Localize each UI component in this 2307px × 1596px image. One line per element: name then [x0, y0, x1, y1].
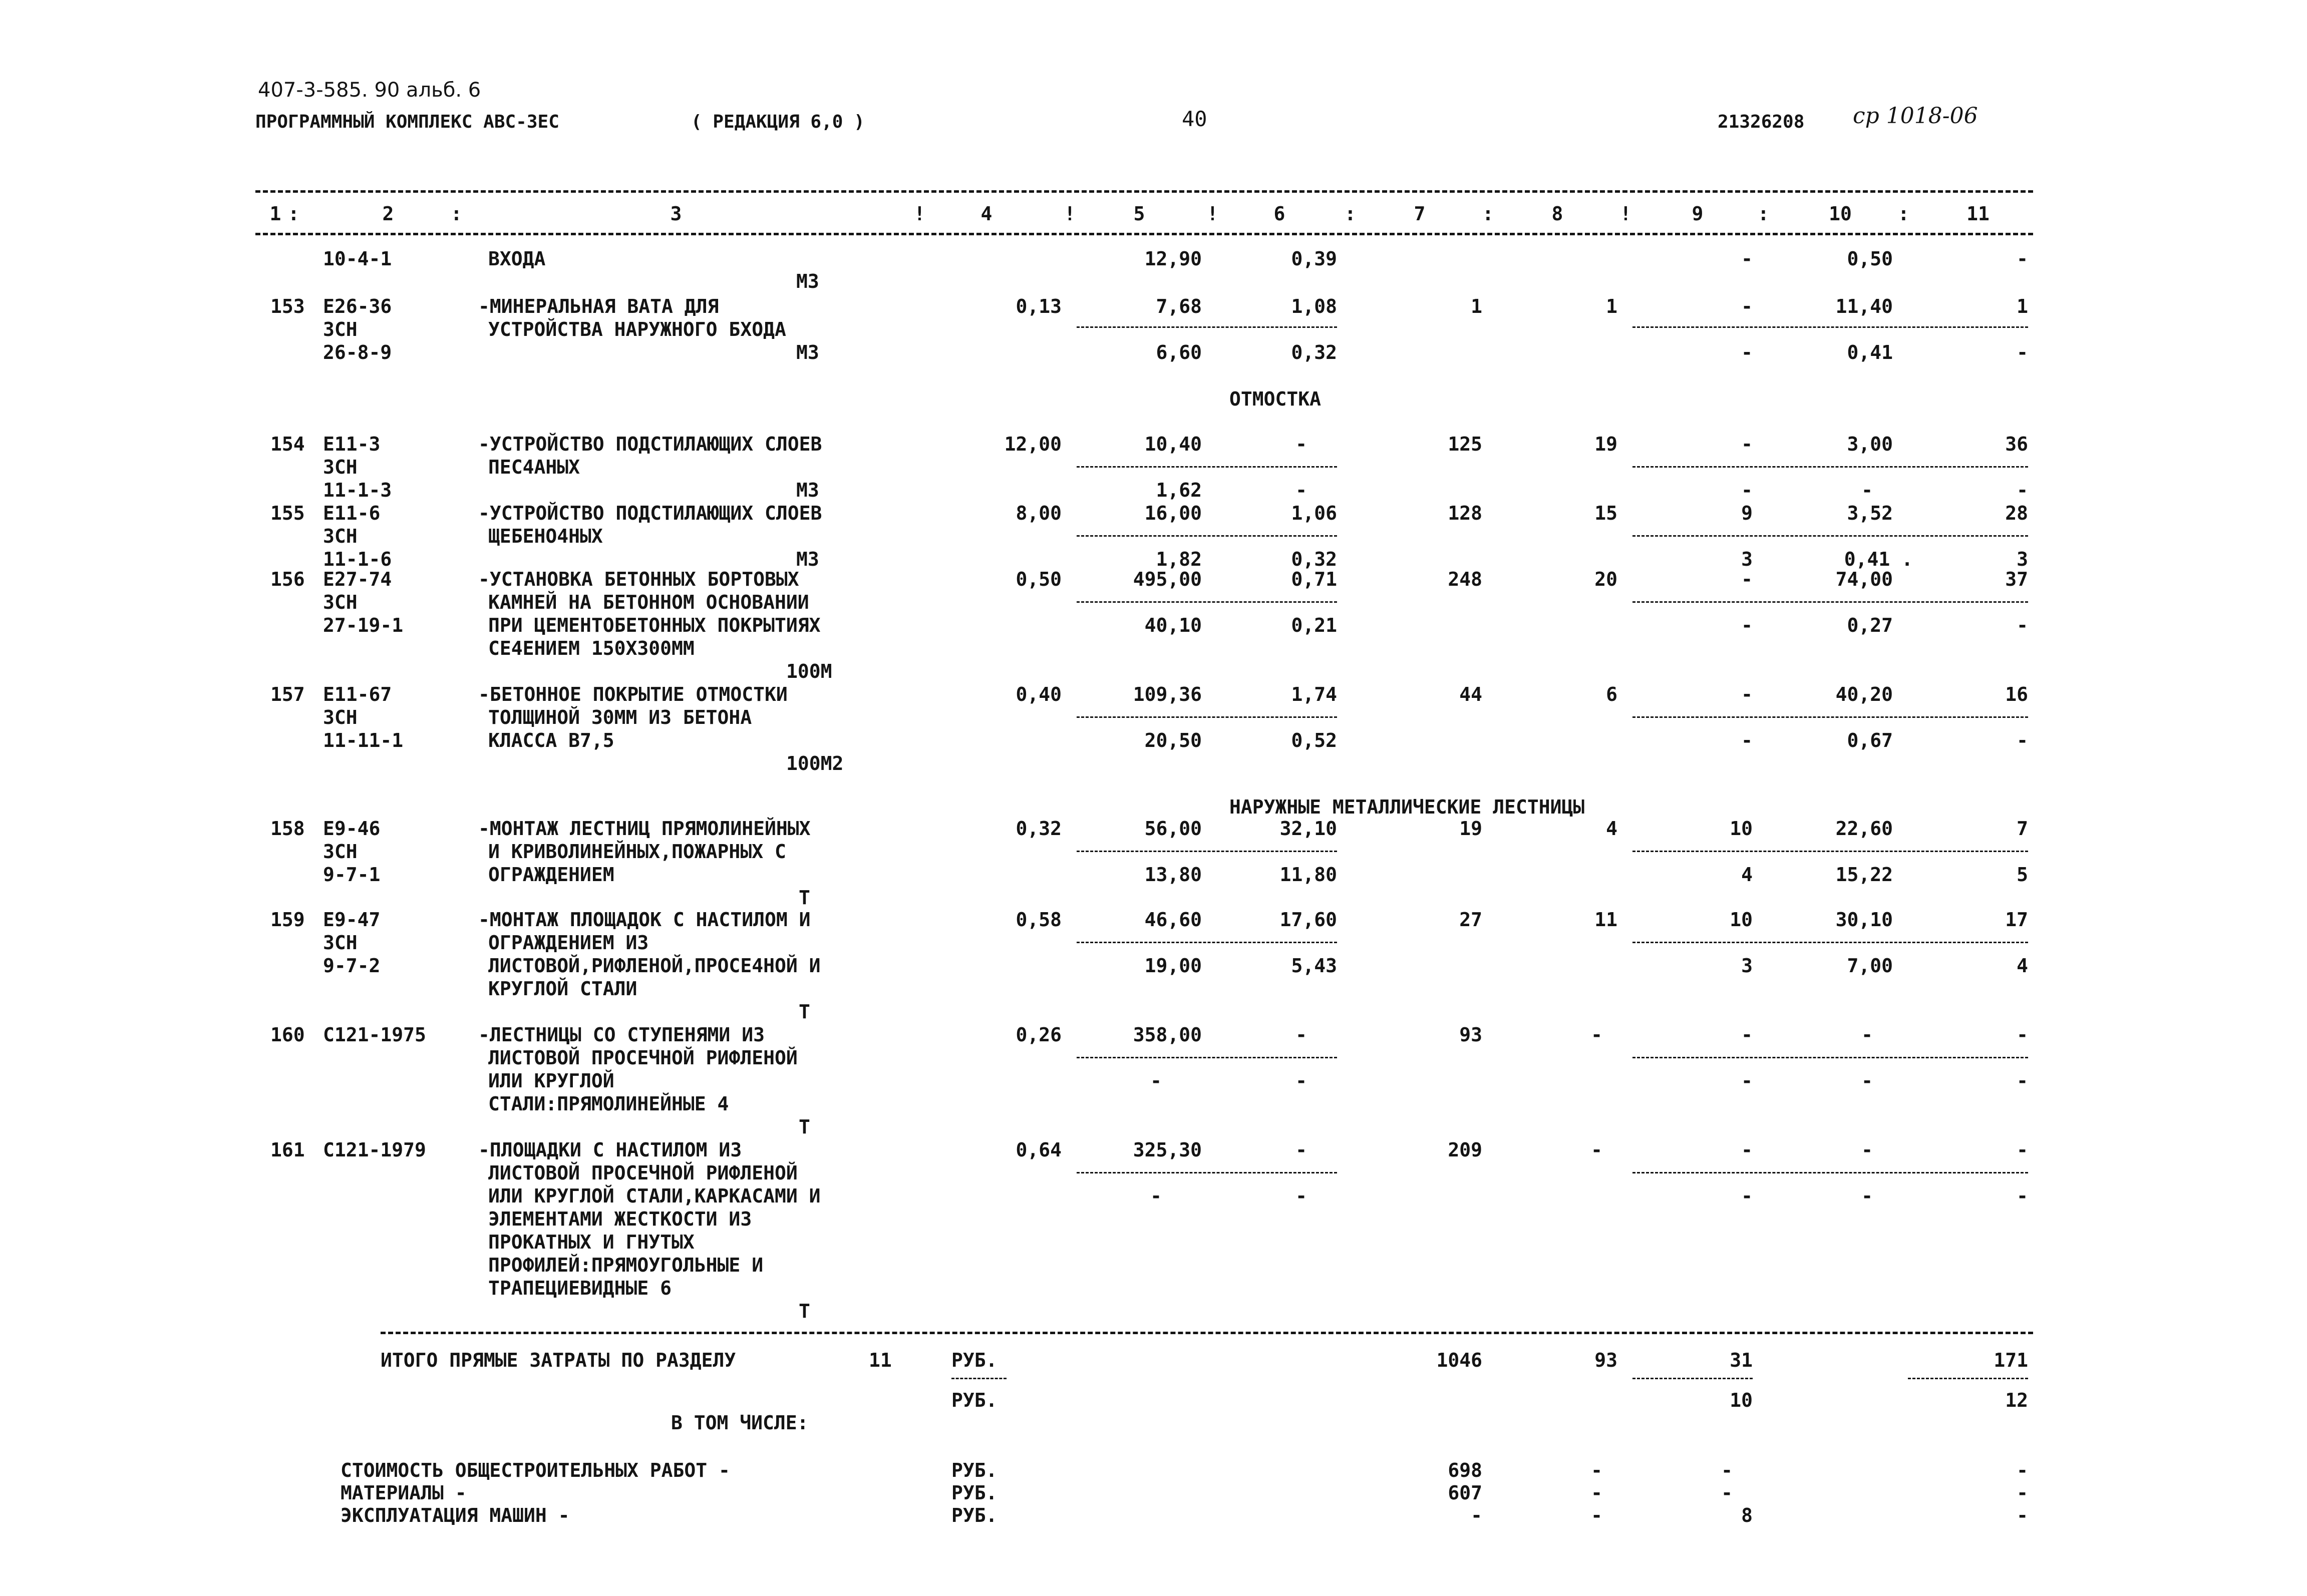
cell-6: 1,74	[1291, 683, 1337, 705]
totals-line-c9: 8	[1741, 1504, 1753, 1526]
column-header: 3	[670, 203, 682, 225]
column-separator: :	[1758, 203, 1769, 225]
cell-5: 109,36	[1133, 683, 1202, 705]
totals-line-c9: -	[1721, 1482, 1733, 1504]
unit-label: М3	[796, 341, 819, 363]
cell-11: -	[2017, 248, 2028, 270]
cell-8: 19	[1594, 433, 1617, 455]
column-separator: :	[1345, 203, 1356, 225]
section-heading: НАРУЖНЫЕ МЕТАЛЛИЧЕСКИЕ ЛЕСТНИЦЫ	[1229, 796, 1585, 818]
quantity: 12,00	[1004, 433, 1062, 455]
cell-6: 0,32	[1291, 548, 1337, 570]
description-line: -УСТАНОВКА БЕТОННЫХ БОРТОВЫХ	[478, 568, 799, 590]
quantity: 0,50	[1016, 568, 1062, 590]
cell-11: -	[2017, 729, 2028, 751]
cell-10: 15,22	[1835, 864, 1893, 886]
row-number: 155	[270, 502, 305, 524]
cell-5: 13,80	[1144, 864, 1202, 886]
norm-code: ЗСН	[323, 932, 358, 954]
cell-6: 0,21	[1291, 614, 1337, 636]
norm-code: ЗСН	[323, 318, 358, 340]
description-line: ВХОДА	[488, 248, 546, 270]
description-line: ТРАПЕЦИЕВИДНЫЕ 6	[488, 1277, 672, 1299]
cell-5: 56,00	[1144, 818, 1202, 840]
description-line: -МОНТАЖ ЛЕСТНИЦ ПРЯМОЛИНЕЙНЫХ	[478, 818, 811, 840]
unit-label: М3	[796, 548, 819, 570]
description-line: ПРИ ЦЕМЕНТОБЕТОННЫХ ПОКРЫТИЯХ	[488, 614, 821, 636]
cell-11: 3	[2017, 548, 2028, 570]
cell-11: -	[2017, 479, 2028, 501]
description-line: УСТРОЙСТВА НАРУЖНОГО БХОДА	[488, 318, 786, 340]
cell-5: 20,50	[1144, 729, 1202, 751]
cell-11: -	[2017, 614, 2028, 636]
totals-c11: 171	[1994, 1349, 2028, 1371]
totals-label: ИТОГО ПРЯМЫЕ ЗАТРАТЫ ПО РАЗДЕЛУ	[381, 1349, 736, 1371]
norm-code: Е11-3	[323, 433, 381, 455]
quantity: 0,58	[1016, 909, 1062, 931]
cell-9: -	[1741, 614, 1753, 636]
column-separator: :	[1898, 203, 1909, 225]
totals-rule	[381, 1332, 2033, 1334]
cell-5: 10,40	[1144, 433, 1202, 455]
cell-10: -	[1861, 479, 1873, 501]
cell-8: -	[1591, 1024, 1602, 1046]
column-separator: !	[914, 203, 925, 225]
cell-11: -	[2017, 1024, 2028, 1046]
split-rule	[1077, 1172, 1337, 1173]
totals-c11-second: 12	[2005, 1389, 2028, 1411]
cell-10: 0,41	[1847, 341, 1893, 363]
cell-10: 30,10	[1835, 909, 1893, 931]
cell-9: 9	[1741, 502, 1753, 524]
album-reference: 407-3-585. 90 альб. 6	[258, 79, 481, 102]
cell-11: -	[2017, 341, 2028, 363]
norm-code: Е11-6	[323, 502, 381, 524]
cell-8: 4	[1606, 818, 1617, 840]
cell-9: -	[1741, 1185, 1753, 1207]
cell-9: 3	[1741, 548, 1753, 570]
cell-5: 7,68	[1156, 295, 1202, 317]
cell-11: 1	[2017, 295, 2028, 317]
cell-8: 1	[1606, 295, 1617, 317]
split-rule	[1632, 851, 2028, 852]
program-title: ПРОГРАММНЫЙ КОМПЛЕКС АВС-ЗЕС	[255, 112, 559, 132]
cell-8: 20	[1594, 568, 1617, 590]
cell-10: 74,00	[1835, 568, 1893, 590]
description-line: -УСТРОЙСТВО ПОДСТИЛАЮЩИХ СЛОЕВ	[478, 433, 822, 455]
description-line: ЛИСТОВОЙ,РИФЛЕНОЙ,ПРОСЕ4НОЙ И	[488, 955, 821, 977]
cell-9: -	[1741, 479, 1753, 501]
cell-7: 209	[1448, 1139, 1482, 1161]
cell-6: -	[1295, 433, 1307, 455]
cell-5: 46,60	[1144, 909, 1202, 931]
unit-label: М3	[796, 270, 819, 292]
cell-9: 3	[1741, 955, 1753, 977]
cell-10: 0,67	[1847, 729, 1893, 751]
cell-6: -	[1295, 1070, 1307, 1092]
cell-9: -	[1741, 433, 1753, 455]
cell-9: 10	[1730, 818, 1753, 840]
cell-10: 0,50	[1847, 248, 1893, 270]
description-line: -ПЛОЩАДКИ С НАСТИЛОМ ИЗ	[478, 1139, 742, 1161]
totals-unit: РУБ.	[951, 1349, 998, 1371]
norm-code: 27-19-1	[323, 614, 404, 636]
cell-9: -	[1741, 341, 1753, 363]
norm-code: ЗСН	[323, 525, 358, 547]
totals-line-unit: РУБ.	[951, 1482, 998, 1504]
column-header: 7	[1414, 203, 1426, 225]
column-separator: :	[1482, 203, 1494, 225]
split-rule	[1632, 1378, 1753, 1379]
split-rule	[1632, 535, 2028, 537]
description-line: ПРОКАТНЫХ И ГНУТЫХ	[488, 1231, 695, 1253]
cell-5: 495,00	[1133, 568, 1202, 590]
section-heading: ОТМОСТКА	[1229, 388, 1322, 410]
cell-5: 6,60	[1156, 341, 1202, 363]
cell-5: -	[1150, 1070, 1162, 1092]
cell-10: 11,40	[1835, 295, 1893, 317]
cell-10: -	[1861, 1139, 1873, 1161]
split-rule	[1632, 1172, 2028, 1173]
quantity: 8,00	[1016, 502, 1062, 524]
description-line: И КРИВОЛИНЕЙНЫХ,ПОЖАРНЫХ С	[488, 841, 786, 863]
column-separator: !	[1207, 203, 1218, 225]
cell-11: -	[2017, 1070, 2028, 1092]
totals-line-c11: -	[2017, 1504, 2028, 1526]
description-line: ЛИСТОВОЙ ПРОСЕЧНОЙ РИФЛЕНОЙ	[488, 1047, 798, 1069]
description-line: КРУГЛОЙ СТАЛИ	[488, 978, 637, 1000]
norm-code: С121-1975	[323, 1024, 426, 1046]
split-rule	[1077, 466, 1337, 468]
totals-c9-second: 10	[1730, 1389, 1753, 1411]
totals-line-c11: -	[2017, 1482, 2028, 1504]
norm-code: ЗСН	[323, 591, 358, 613]
totals-line-c7: 698	[1448, 1459, 1482, 1481]
cell-10: 0,27	[1847, 614, 1893, 636]
cell-5: 40,10	[1144, 614, 1202, 636]
cell-7: 248	[1448, 568, 1482, 590]
unit-label: Т	[799, 1116, 810, 1138]
column-separator: !	[1064, 203, 1076, 225]
column-header: 6	[1273, 203, 1285, 225]
description-line: -МОНТАЖ ПЛОЩАДОК С НАСТИЛОМ И	[478, 909, 811, 931]
totals-line-c7: -	[1471, 1504, 1482, 1526]
column-header: 10	[1829, 203, 1852, 225]
cell-10: 7,00	[1847, 955, 1893, 977]
norm-code: 11-11-1	[323, 729, 404, 751]
norm-code: 10-4-1	[323, 248, 392, 270]
row-number: 159	[270, 909, 305, 931]
cell-9: -	[1741, 1070, 1753, 1092]
column-header: 5	[1133, 203, 1145, 225]
row-number: 156	[270, 568, 305, 590]
cell-11: 17	[2005, 909, 2028, 931]
split-rule	[1077, 326, 1337, 328]
cell-9: -	[1741, 1024, 1753, 1046]
unit-label: Т	[799, 1001, 810, 1023]
split-rule	[1077, 535, 1337, 537]
cell-11: -	[2017, 1139, 2028, 1161]
norm-code: 9-7-1	[323, 864, 381, 886]
cell-5: 1,82	[1156, 548, 1202, 570]
cell-6: -	[1295, 1024, 1307, 1046]
cell-9: -	[1741, 248, 1753, 270]
unit-label: Т	[799, 887, 810, 909]
cell-6: -	[1295, 1185, 1307, 1207]
split-rule	[1077, 1057, 1337, 1058]
unit-label: М3	[796, 479, 819, 501]
header-bottom-rule	[255, 233, 2033, 235]
column-header: 8	[1551, 203, 1563, 225]
cell-9: -	[1741, 568, 1753, 590]
cell-5: 19,00	[1144, 955, 1202, 977]
totals-line-c7: 607	[1448, 1482, 1482, 1504]
cell-9: -	[1741, 683, 1753, 705]
cell-5: 12,90	[1144, 248, 1202, 270]
unit-label: 100М2	[786, 752, 844, 774]
totals-unit: РУБ.	[951, 1389, 998, 1411]
totals-c9: 31	[1730, 1349, 1753, 1371]
cell-6: 17,60	[1279, 909, 1337, 931]
quantity: 0,26	[1016, 1024, 1062, 1046]
totals-line-c8: -	[1591, 1459, 1602, 1481]
cell-5: -	[1150, 1185, 1162, 1207]
cell-11: 5	[2017, 864, 2028, 886]
cell-7: 93	[1459, 1024, 1482, 1046]
description-line: ОГРАЖДЕНИЕМ ИЗ	[488, 932, 649, 954]
cell-6: 0,32	[1291, 341, 1337, 363]
totals-line-label: СТОИМОСТЬ ОБЩЕСТРОИТЕЛЬНЫХ РАБОТ -	[341, 1459, 730, 1481]
norm-code: 26-8-9	[323, 341, 392, 363]
cell-8: 11	[1594, 909, 1617, 931]
cell-10: -	[1861, 1024, 1873, 1046]
column-header: 1	[269, 203, 281, 225]
description-line: СЕ4ЕНИЕМ 150Х300ММ	[488, 637, 695, 659]
norm-code: 9-7-2	[323, 955, 381, 977]
cell-10: 3,00	[1847, 433, 1893, 455]
norm-code: Е11-67	[323, 683, 392, 705]
cell-10: 0,41 .	[1844, 548, 1913, 570]
description-line: -ЛЕСТНИЦЫ СО СТУПЕНЯМИ ИЗ	[478, 1024, 765, 1046]
description-line: -УСТРОЙСТВО ПОДСТИЛАЮЩИХ СЛОЕВ	[478, 502, 822, 524]
cell-5: 325,30	[1133, 1139, 1202, 1161]
quantity: 0,32	[1016, 818, 1062, 840]
cell-11: 36	[2005, 433, 2028, 455]
cell-10: -	[1861, 1070, 1873, 1092]
including-heading: В ТОМ ЧИСЛЕ:	[671, 1412, 809, 1434]
split-rule	[1077, 942, 1337, 943]
description-line: ПЕС4АНЫХ	[488, 456, 580, 478]
document-code: 21326208	[1718, 112, 1805, 132]
cell-7: 44	[1459, 683, 1482, 705]
description-line: -БЕТОННОЕ ПОКРЫТИЕ ОТМОСТКИ	[478, 683, 788, 705]
cell-8: 6	[1606, 683, 1617, 705]
cell-6: 0,39	[1291, 248, 1337, 270]
cell-6: 1,08	[1291, 295, 1337, 317]
cell-7: 125	[1448, 433, 1482, 455]
norm-code: 11-1-6	[323, 548, 392, 570]
cell-10: -	[1861, 1185, 1873, 1207]
cell-8: 15	[1594, 502, 1617, 524]
unit-label: Т	[799, 1300, 810, 1322]
column-separator: :	[451, 203, 462, 225]
description-line: ОГРАЖДЕНИЕМ	[488, 864, 614, 886]
split-rule	[1632, 942, 2028, 943]
cell-9: -	[1741, 295, 1753, 317]
column-header: 11	[1966, 203, 1990, 225]
quantity: 0,40	[1016, 683, 1062, 705]
row-number: 153	[270, 295, 305, 317]
cell-11: 7	[2017, 818, 2028, 840]
totals-line-c9: -	[1721, 1459, 1733, 1481]
split-rule	[1632, 601, 2028, 603]
column-header: 4	[980, 203, 993, 225]
totals-c8: 93	[1594, 1349, 1617, 1371]
totals-c7: 1046	[1436, 1349, 1482, 1371]
split-rule	[1632, 466, 2028, 468]
handwritten-note: ср 1018-06	[1853, 103, 1978, 129]
cell-9: -	[1741, 1139, 1753, 1161]
column-header: 9	[1692, 203, 1704, 225]
totals-line-label: ЭКСПЛУАТАЦИЯ МАШИН -	[341, 1504, 570, 1526]
quantity: 0,64	[1016, 1139, 1062, 1161]
split-rule	[1908, 1378, 2028, 1379]
cell-6: 11,80	[1279, 864, 1337, 886]
row-number: 154	[270, 433, 305, 455]
cell-11: 28	[2005, 502, 2028, 524]
cell-6: -	[1295, 479, 1307, 501]
split-rule	[1632, 326, 2028, 328]
description-line: ИЛИ КРУГЛОЙ	[488, 1070, 614, 1092]
cell-6: 32,10	[1279, 818, 1337, 840]
cell-10: 3,52	[1847, 502, 1893, 524]
description-line: КАМНЕЙ НА БЕТОННОМ ОСНОВАНИИ	[488, 591, 809, 613]
split-rule	[1077, 851, 1337, 852]
cell-6: 1,06	[1291, 502, 1337, 524]
row-number: 157	[270, 683, 305, 705]
split-rule	[1632, 1057, 2028, 1058]
description-line: ЩЕБЕНО4НЫХ	[488, 525, 603, 547]
split-rule	[1077, 601, 1337, 603]
totals-line-unit: РУБ.	[951, 1504, 998, 1526]
cell-11: 16	[2005, 683, 2028, 705]
description-line: ЭЛЕМЕНТАМИ ЖЕСТКОСТИ ИЗ	[488, 1208, 752, 1230]
norm-code: Е9-47	[323, 909, 381, 931]
quantity: 0,13	[1016, 295, 1062, 317]
cell-9: 10	[1730, 909, 1753, 931]
totals-line-c8: -	[1591, 1504, 1602, 1526]
split-rule	[951, 1378, 1007, 1379]
description-line: ИЛИ КРУГЛОЙ СТАЛИ,КАРКАСАМИ И	[488, 1185, 821, 1207]
totals-line-label: МАТЕРИАЛЫ -	[341, 1482, 467, 1504]
norm-code: Е27-74	[323, 568, 392, 590]
column-header: 2	[382, 203, 394, 225]
description-line: -МИНЕРАЛЬНАЯ ВАТА ДЛЯ	[478, 295, 719, 317]
cell-11: 4	[2017, 955, 2028, 977]
cell-5: 358,00	[1133, 1024, 1202, 1046]
norm-code: С121-1979	[323, 1139, 426, 1161]
cell-5: 1,62	[1156, 479, 1202, 501]
cell-6: -	[1295, 1139, 1307, 1161]
cell-6: 5,43	[1291, 955, 1337, 977]
description-line: ЛИСТОВОЙ ПРОСЕЧНОЙ РИФЛЕНОЙ	[488, 1162, 798, 1184]
totals-line-c11: -	[2017, 1459, 2028, 1481]
row-number: 161	[270, 1139, 305, 1161]
cell-8: -	[1591, 1139, 1602, 1161]
column-separator: :	[288, 203, 299, 225]
totals-line-unit: РУБ.	[951, 1459, 998, 1481]
description-line: ТОЛЩИНОЙ 30ММ ИЗ БЕТОНА	[488, 706, 752, 728]
cell-6: 0,71	[1291, 568, 1337, 590]
split-rule	[1077, 716, 1337, 718]
totals-line-c8: -	[1591, 1482, 1602, 1504]
cell-9: -	[1741, 729, 1753, 751]
norm-code: ЗСН	[323, 456, 358, 478]
cell-7: 1	[1471, 295, 1482, 317]
cell-11: 37	[2005, 568, 2028, 590]
cell-6: 0,52	[1291, 729, 1337, 751]
unit-label: 100М	[786, 660, 832, 682]
cell-10: 40,20	[1835, 683, 1893, 705]
description-line: СТАЛИ:ПРЯМОЛИНЕЙНЫЕ 4	[488, 1093, 729, 1115]
cell-9: 4	[1741, 864, 1753, 886]
row-number: 158	[270, 818, 305, 840]
norm-code: Е9-46	[323, 818, 381, 840]
cell-11: -	[2017, 1185, 2028, 1207]
norm-code: ЗСН	[323, 706, 358, 728]
column-separator: !	[1620, 203, 1631, 225]
edition-label: ( РЕДАКЦИЯ 6,0 )	[691, 112, 865, 132]
norm-code: Е26-36	[323, 295, 392, 317]
cell-7: 19	[1459, 818, 1482, 840]
table-top-rule	[255, 190, 2033, 193]
row-number: 160	[270, 1024, 305, 1046]
norm-code: 11-1-3	[323, 479, 392, 501]
page-number: 40	[1182, 107, 1207, 131]
totals-section-number: 11	[869, 1349, 892, 1371]
description-line: ПРОФИЛЕЙ:ПРЯМОУГОЛЬНЫЕ И	[488, 1254, 764, 1276]
cell-5: 16,00	[1144, 502, 1202, 524]
split-rule	[1632, 716, 2028, 718]
cell-7: 27	[1459, 909, 1482, 931]
cell-10: 22,60	[1835, 818, 1893, 840]
norm-code: ЗСН	[323, 841, 358, 863]
cell-7: 128	[1448, 502, 1482, 524]
description-line: КЛАССА В7,5	[488, 729, 614, 751]
